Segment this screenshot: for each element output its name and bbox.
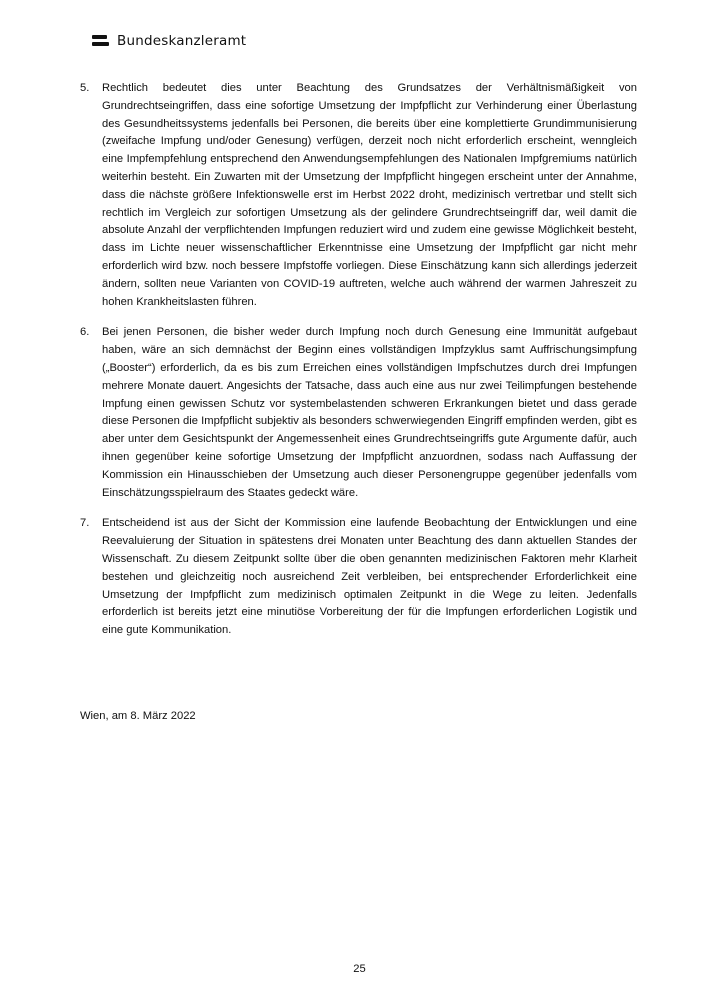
page-number: 25	[353, 963, 366, 975]
item-number: 7.	[80, 517, 90, 530]
item-text: Rechtlich bedeutet dies unter Beachtung des Grundsatzes der Verhältnismäßigkeit von Grundrechtseingriffen, dass eine sofortige Umsetzung der Impfpflicht zur Verhinderung einer Überlastung des Gesundheitssystems jedenfalls bei Personen, die bereits über eine komplettierte Grundimmunisierung (zweifache Impfung und/oder Genesung) verfügen, derzeit noch nicht erforderlich erscheint, wenngleich eine Impfempfehlung entsprechend den Anwendungsempfehlungen des Nationalen Impfgremiums natürlich weiterhin besteht. Ein Zuwarten mit der Umsetzung der Impfpflicht hingegen erscheint unter der Annahme, dass die nächste größere Infektionswelle erst im Herbst 2022 droht, medizinisch vertretbar und stellt sich rechtlich im Vergleich zur sofortigen Umsetzung als der gelindere Grundrechtseingriff dar, weil damit die absolute Anzahl der verpflichtenden Impfungen reduziert wird und zudem eine gewisse Möglichkeit besteht, dass im Lichte neuer wissenschaftlicher Erkenntnisse eine Umsetzung der Impfpflicht gar nicht mehr erforderlich wird bzw. noch bessere Impfstoffe vorliegen. Diese Einschätzung kann sich allerdings jederzeit ändern, sollten neue Varianten von COVID-19 auftreten, welche auch während der warmen Jahreszeit zu hohen Krankheitslasten führen.	[102, 82, 637, 308]
list-item	[80, 80, 637, 311]
item-text: Bei jenen Personen, die bisher weder durch Impfung noch durch Genesung eine Immunität aufgebaut haben, wäre an sich demnächst der Beginn eines vollständigen Impfzyklus samt Auffrischungsimpfung („Booster“) erforderlich, da es bis zum Erreichen eines vollständigen Impfschutzes durch drei Impfungen mehrere Monate dauert. Angesichts der Tatsache, dass auch eine aus nur zwei Teilimpfungen bestehende Impfung einen gewissen Schutz vor systembelastenden schweren Erkrankungen bietet und dass gerade diese Personen die Impfpflicht subjektiv als besonders schwerwiegenden Eingriff empfinden werden, gibt es aber unter dem Gesichtspunkt der Angemessenheit eines Grundrechtseingriffs gute Argumente dafür, auch ihnen gegenüber keine sofortige Umsetzung der Impfpflicht anzuordnen, sodass nach Auffassung der Kommission ein Hinausschieben der Umsetzung auch dieser Personengruppe gegenüber jedenfalls vom Einschätzungsspielraum des Staates gedeckt wäre.	[102, 326, 637, 499]
signoff-date: Wien, am 8. März 2022	[80, 710, 196, 722]
item-number: 5.	[80, 82, 90, 94]
list-item	[80, 515, 637, 640]
list-item	[80, 324, 637, 502]
item-number: 6.	[80, 326, 90, 339]
document-body	[80, 80, 637, 640]
page-header	[92, 33, 246, 49]
item-text: Entscheidend ist aus der Sicht der Kommission eine laufende Beobachtung der Entwicklungen und eine Reevaluierung der Situation in spätestens drei Monaten unter Beachtung des dann aktuellen Standes der Wissenschaft. Zu diesem Zeitpunkt sollte über die oben genannten medizinischen Faktoren mehr Klarheit bestehen und gleichzeitig noch ausreichend Zeit verbleiben, bei entsprechender Erforderlichkeit eine Umsetzung der Impfpflicht zum medizinisch optimalen Zeitpunkt in die Wege zu leiten. Jedenfalls erforderlich ist bereits jetzt eine minutiöse Vorbereitung der für die Impfungen erforderlichen Logistik und eine gute Kommunikation.	[102, 517, 637, 637]
logo-text: Bundeskanzleramt	[117, 33, 247, 49]
bundeskanzleramt-logo-icon	[92, 34, 109, 48]
